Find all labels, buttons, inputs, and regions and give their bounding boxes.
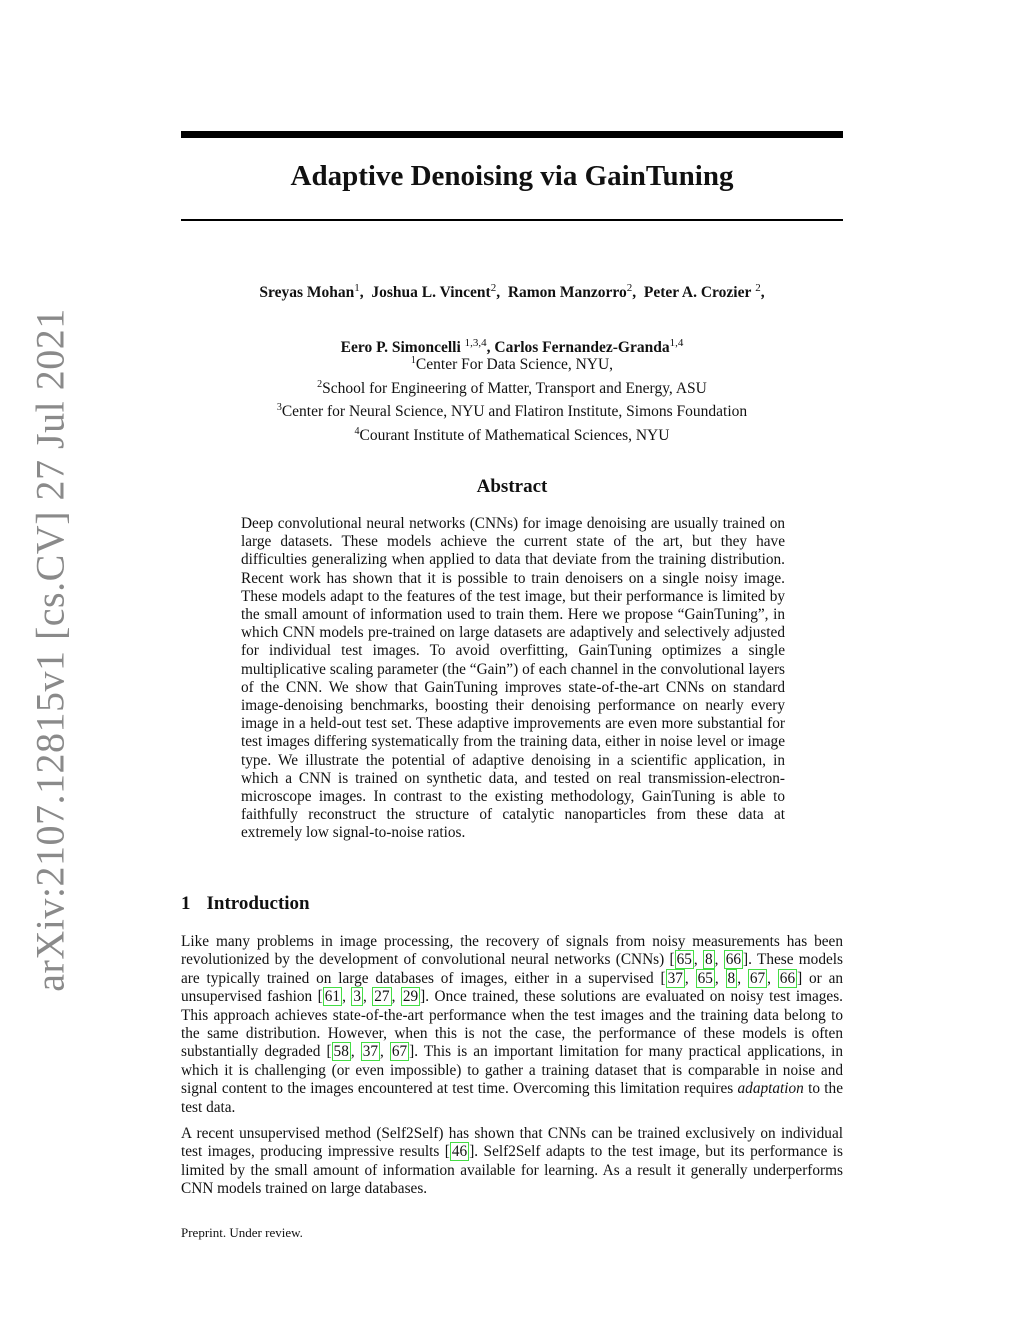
title-rule-bottom (181, 219, 843, 221)
author-affil-sup: 2 (626, 282, 633, 294)
author-affil-sup: 2 (755, 282, 761, 294)
citation-link[interactable]: 67 (391, 1043, 408, 1061)
citation-link[interactable]: 37 (362, 1043, 378, 1061)
citation-link[interactable]: 61 (324, 988, 341, 1006)
author-name: Sreyas Mohan (259, 284, 355, 302)
author-affil-sup: 1,4 (669, 337, 684, 350)
abstract-text: Deep convolutional neural networks (CNNs) for image denoising are usually trained on large datasets. These models achieve the current state of the art, but they have difficulties generalizing when applied to data that deviate from the training distribution. Recent work has shown that it is possible to train denoisers on a single noisy image. These models adapt to the features of the test image, but their performance is limited by the small amount of information used to train them. Here we propose “GainTuning”, in which CNN models pre-trained on large datasets are adaptively and selectively adjusted for individual test images. To avoid overfitting, GainTuning optimizes a single multiplicative scaling parameter (the “Gain”) of each channel in the convolutional layers of the CNN. We show that GainTuning improves state-of-the-art CNNs on standard image-denoising benchmarks, boosting their denoising performance on nearly every image in a held-out test set. These adaptive improvements are even more substantial for test images differing systematically from the training data, either in noise level or image type. We illustrate the potential of adaptive denoising in a scientific application, in which a CNN is trained on synthetic data, and tested on real transmission-electron-microscope images. In contrast to the existing methodology, GainTuning is able to faithfully reconstruct the structure of catalytic nanoparticles from these data at extremely low signal-to-noise ratios. (241, 515, 785, 842)
affiliation-list (181, 351, 843, 446)
citation-link[interactable]: 46 (451, 1143, 468, 1161)
affiliation: $^3$Center for Neural Science, NYU and Flatiron Institute, Simons Foundation (276, 402, 748, 421)
citation-link[interactable]: 8 (727, 969, 736, 987)
author-name: Ramon Manzorro (507, 284, 627, 302)
citation-link[interactable]: 58 (333, 1043, 349, 1061)
citation-link[interactable]: 37 (667, 969, 683, 987)
author-name: Peter A. Crozier (643, 284, 752, 302)
abstract-heading: Abstract (476, 476, 548, 497)
citation-group (450, 1142, 469, 1161)
author-affil-sup: 1,3,4 (464, 337, 487, 350)
citation-link[interactable]: 67 (749, 969, 766, 987)
affiliation: $^1$Center For Data Science, NYU, (410, 355, 614, 374)
author-line-2: Eero P. Simoncelli $^{1,3,4}$, Carlos Fernandez-Granda$^{1,4}$ (340, 337, 684, 357)
preprint-footer: Preprint. Under review. (181, 1225, 303, 1240)
citation-group: 61 , 3 , 27 , 29 (324, 988, 419, 1006)
citation-link[interactable]: 66 (725, 951, 742, 969)
citation-link[interactable]: 66 (779, 969, 796, 987)
author-affil-sup: 2 (490, 282, 497, 294)
title-rule-top (181, 131, 843, 138)
author-name: Joshua L. Vincent (371, 284, 491, 302)
section-title: Introduction (206, 893, 310, 914)
citation-link[interactable]: 27 (374, 988, 390, 1006)
section-heading-introduction (181, 893, 310, 915)
citation-link[interactable]: 8 (704, 951, 713, 969)
section-number: 1 (181, 893, 191, 914)
citation-link[interactable]: 65 (697, 969, 713, 987)
citation-group: 65 , 8 , 66 (676, 951, 742, 969)
author-affil-sup: 1 (354, 282, 360, 294)
arxiv-identifier: arXiv:2107.12815v1 [cs.CV] 27 Jul 2021 (27, 308, 73, 992)
citation-group: 37 , 65 , 8 , 67 , 66 (667, 969, 796, 987)
citation-link[interactable]: 3 (353, 988, 361, 1006)
affiliation: $^2$School for Engineering of Matter, Transport and Energy, ASU (317, 378, 707, 397)
affiliation: $^4$Courant Institute of Mathematical Sciences, NYU (354, 425, 670, 445)
author-line-1: Sreyas Mohan$^1$, Joshua L. Vincent$^2$, Ramon Manzorro$^2$, Peter A. Crozier $^2$, (259, 282, 765, 302)
intro-paragraph-2: A recent unsupervised method (Self2Self) has shown that CNNs can be trained exclusively on individual test images, producing impressive results [ 46 ]. Self2Self adapts to the test image, but its performance is limited by the small amount of information available for learning. As a result it generally underperforms CNN models trained on large databases. (181, 1125, 843, 1198)
intro-paragraph-1: Like many problems in image processing, the recovery of signals from noisy measurements has been revolutionized by the development of convolutional neural networks (CNNs) [ 65 , 8 , 66 ]. These models are typically trained on large databases of images, either in a supervised [ 37 , 65 , 8 , 67 , 66 ] or an unsupervised fashion [ 61 , 3 , 27 , 29 ]. Once trained, these solutions are evaluated on noisy test images. This approach achieves state-of-the-art performance when the test images and the training data belong to the same distribution. However, when this is not the case, the performance of these models is often substantially degraded [ 58 , 37 , 67 ]. This is an important limitation for many practical applications, in which it is challenging (or even impossible) to gather a training dataset that is comparable in noise and signal content to the images encountered at test time. Overcoming this limitation requires adaptation to the test data. (181, 933, 844, 1116)
citation-link[interactable]: 29 (402, 988, 419, 1006)
citation-link[interactable]: 65 (676, 951, 692, 969)
paper-title: Adaptive Denoising via GainTuning (290, 160, 734, 192)
author-name: Eero P. Simoncelli (340, 339, 461, 357)
citation-group: 58 , 37 , 67 (333, 1043, 408, 1061)
author-name: Carlos Fernandez-Granda (494, 339, 670, 357)
